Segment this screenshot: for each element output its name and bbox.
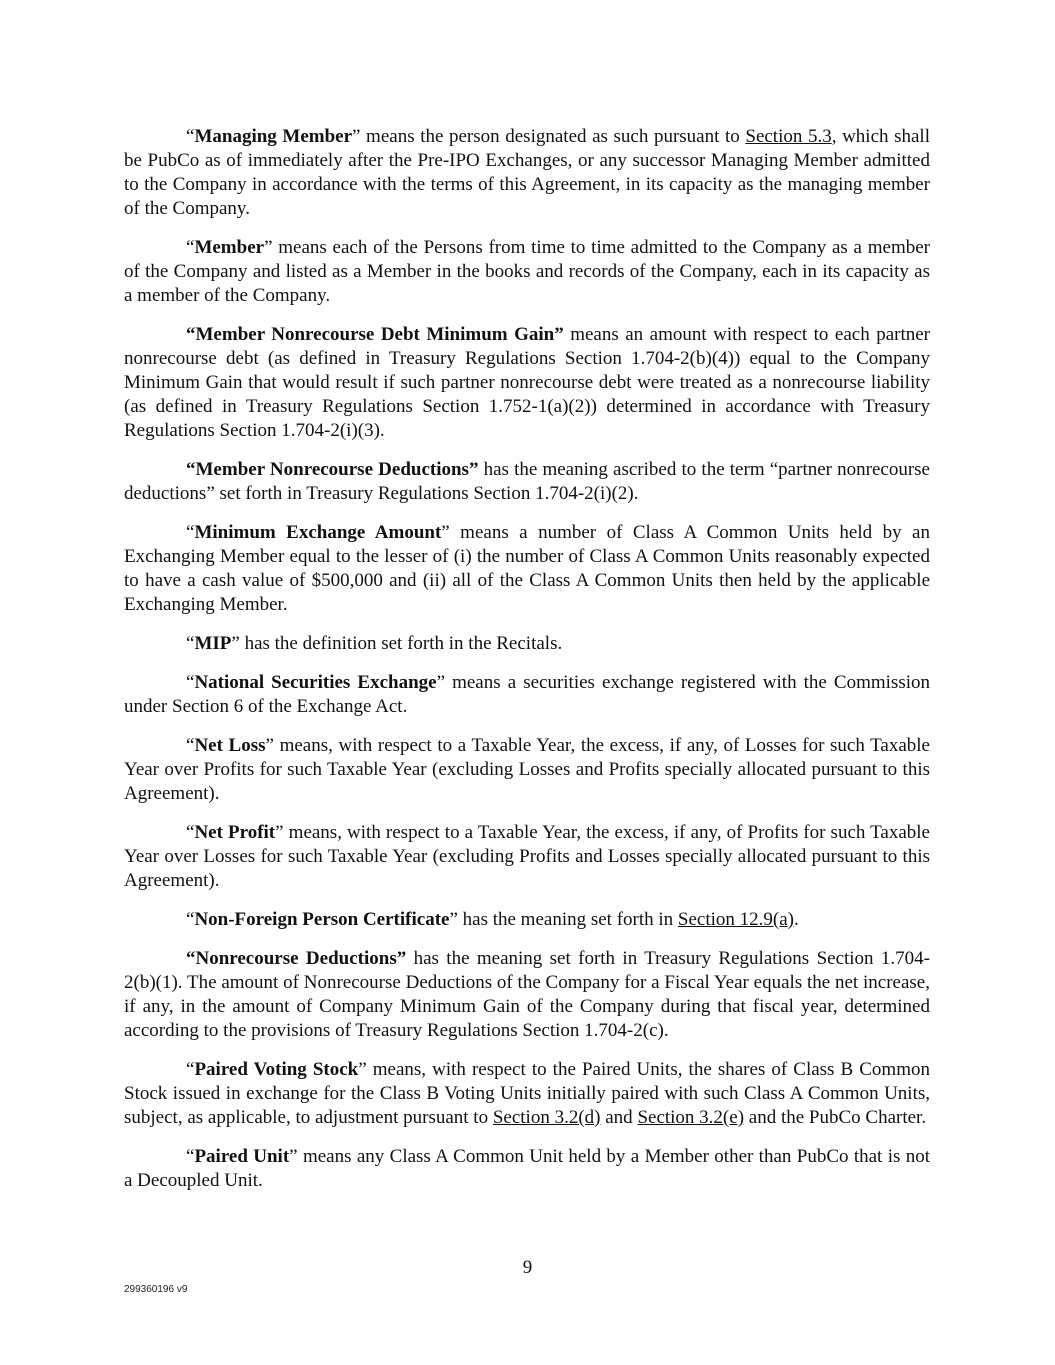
defined-term: MIP: [194, 633, 232, 654]
definition-text: , which shall be PubCo as of immediately after the Pre-IPO Exchanges, or any successor Managing Member admitted to the Company in accordance with the terms of this Agreement, in its capacity as the managing member of the Company.: [124, 126, 930, 219]
defined-term: Net Loss: [194, 735, 266, 756]
defined-term: “Nonrecourse Deductions”: [186, 948, 407, 969]
definition-paired-unit: “Paired Unit” means any Class A Common Unit held by a Member other than PubCo that is not a Decoupled Unit.: [124, 1146, 930, 1191]
definition-member-nonrecourse-debt-minimum-gain: [124, 323, 930, 443]
definition-member-nonrecourse-deductions: [124, 458, 930, 506]
definition-text: has the meaning set forth in: [457, 909, 678, 930]
definition-text: has the meaning set forth in Treasury Regulations Section 1.704-2(b)(1). The amount of Nonrecourse Deductions of the Company for a Fiscal Year equals the net increase, if any, in the amount of Company Minimum Gain of the Company during that fiscal year, determined according to the provisions of Treasury Regulations Section 1.704-2(c).: [124, 948, 930, 1041]
definition-text: means an amount with respect to each partner nonrecourse debt (as defined in Treasury Regulations Section 1.704-2(b)(4)) equal to the Company Minimum Gain that would result if such partner nonrecourse debt were treated as a nonrecourse liability (as defined in Treasury Regulations Section 1.752-1(a)(2)) determined in accordance with Treasury Regulations Section 1.704-2(i)(3).: [124, 324, 930, 441]
definition-text: means any Class A Common Unit held by a Member other than PubCo that is not a Decoupled Unit.: [124, 1146, 930, 1191]
definition-member: “Member” means each of the Persons from time to time admitted to the Company as a member of the Company and listed as a Member in the books and records of the Company, each in its capacity as a member of the Company.: [124, 237, 930, 306]
definition-text: means, with respect to a Taxable Year, the excess, if any, of Profits for such Taxable Year over Losses for such Taxable Year (excluding Profits and Losses specially allocated pursuant to this Agreement).: [124, 822, 930, 891]
definition-text: has the meaning ascribed to the term “partner nonrecourse deductions” set forth in Treasury Regulations Section 1.704-2(i)(2).: [124, 459, 930, 504]
defined-term: Member: [194, 237, 265, 258]
definition-non-foreign-person-certificate: “Non-Foreign Person Certificate” has the meaning set forth in Section 12.9(a).: [186, 909, 799, 930]
defined-term: Non-Foreign Person Certificate: [194, 909, 450, 930]
defined-term: “Member Nonrecourse Debt Minimum Gain”: [186, 324, 564, 345]
definition-text: means each of the Persons from time to time admitted to the Company as a member of the Company and listed as a Member in the books and records of the Company, each in its capacity as a member of the Company.: [124, 237, 930, 306]
definitions-list: [124, 125, 930, 1208]
definition-national-securities-exchange: “National Securities Exchange” means a securities exchange registered with the Commission under Section 6 of the Exchange Act.: [124, 672, 930, 717]
defined-term: Net Profit: [194, 822, 276, 843]
defined-term: “Member Nonrecourse Deductions”: [186, 459, 479, 480]
definition-text: means a number of Class A Common Units held by an Exchanging Member equal to the lesser of (i) the number of Class A Common Units reasonably expected to have a cash value of $500,000 and (ii) all of the Class A Common Units then held by the applicable Exchanging Member.: [124, 522, 930, 615]
section-reference: Section 5.3: [745, 126, 832, 147]
definition-paired-voting-stock: “Paired Voting Stock” means, with respect to the Paired Units, the shares of Class B Common Stock issued in exchange for the Class B Voting Units initially paired with such Class A Common Units, subject, as applicable, to adjustment pursuant to Section 3.2(d) and Section 3.2(e) and the PubCo Charter.: [124, 1059, 930, 1128]
section-reference: Section 12.9(a): [677, 909, 794, 930]
defined-term: Paired Voting Stock: [194, 1059, 359, 1080]
section-reference: Section 3.2(e): [637, 1107, 745, 1128]
defined-term: National Securities Exchange: [194, 672, 437, 693]
page-number: 9: [522, 1257, 533, 1278]
definition-mip: “MIP” has the definition set forth in the Recitals.: [186, 633, 563, 654]
definition-text: and the PubCo Charter.: [744, 1107, 927, 1128]
definition-net-profit: “Net Profit” means, with respect to a Taxable Year, the excess, if any, of Profits for such Taxable Year over Losses for such Taxable Year (excluding Profits and Losses specially allocated pursuant to this Agreement).: [124, 822, 930, 891]
defined-term: Paired Unit: [194, 1146, 290, 1167]
defined-term: Managing Member: [194, 126, 353, 147]
definition-text: has the definition set forth in the Recitals.: [239, 633, 563, 654]
section-reference: Section 3.2(d): [492, 1107, 601, 1128]
definition-text: and: [600, 1107, 638, 1128]
definition-nonrecourse-deductions: [124, 947, 930, 1043]
definition-text: means the person designated as such pursuant to: [360, 126, 746, 147]
defined-term: Minimum Exchange Amount: [194, 522, 442, 543]
definition-minimum-exchange-amount: “Minimum Exchange Amount” means a number of Class A Common Units held by an Exchanging Member equal to the lesser of (i) the number of Class A Common Units reasonably expected to have a cash value of $500,000 and (ii) all of the Class A Common Units then held by the applicable Exchanging Member.: [124, 522, 930, 615]
definition-text: .: [794, 909, 799, 930]
definition-text: means a securities exchange registered with the Commission under Section 6 of the Exchange Act.: [124, 672, 930, 717]
document-id: 299360196 v9: [124, 1284, 188, 1295]
definition-text: means, with respect to the Paired Units, the shares of Class B Common Stock issued in exchange for the Class B Voting Units initially paired with such Class A Common Units, subject, as applicable, to adjustment pursuant to: [124, 1059, 930, 1128]
definition-text: means, with respect to a Taxable Year, the excess, if any, of Losses for such Taxable Year over Profits for such Taxable Year (excluding Losses and Profits specially allocated pursuant to this Agreement).: [124, 735, 930, 804]
definition-managing-member: “Managing Member” means the person designated as such pursuant to Section 5.3, which shall be PubCo as of immediately after the Pre-IPO Exchanges, or any successor Managing Member admitted to the Company in accordance with the terms of this Agreement, in its capacity as the managing member of the Company.: [124, 126, 930, 219]
definition-net-loss: “Net Loss” means, with respect to a Taxable Year, the excess, if any, of Losses for such Taxable Year over Profits for such Taxable Year (excluding Losses and Profits specially allocated pursuant to this Agreement).: [124, 735, 930, 804]
